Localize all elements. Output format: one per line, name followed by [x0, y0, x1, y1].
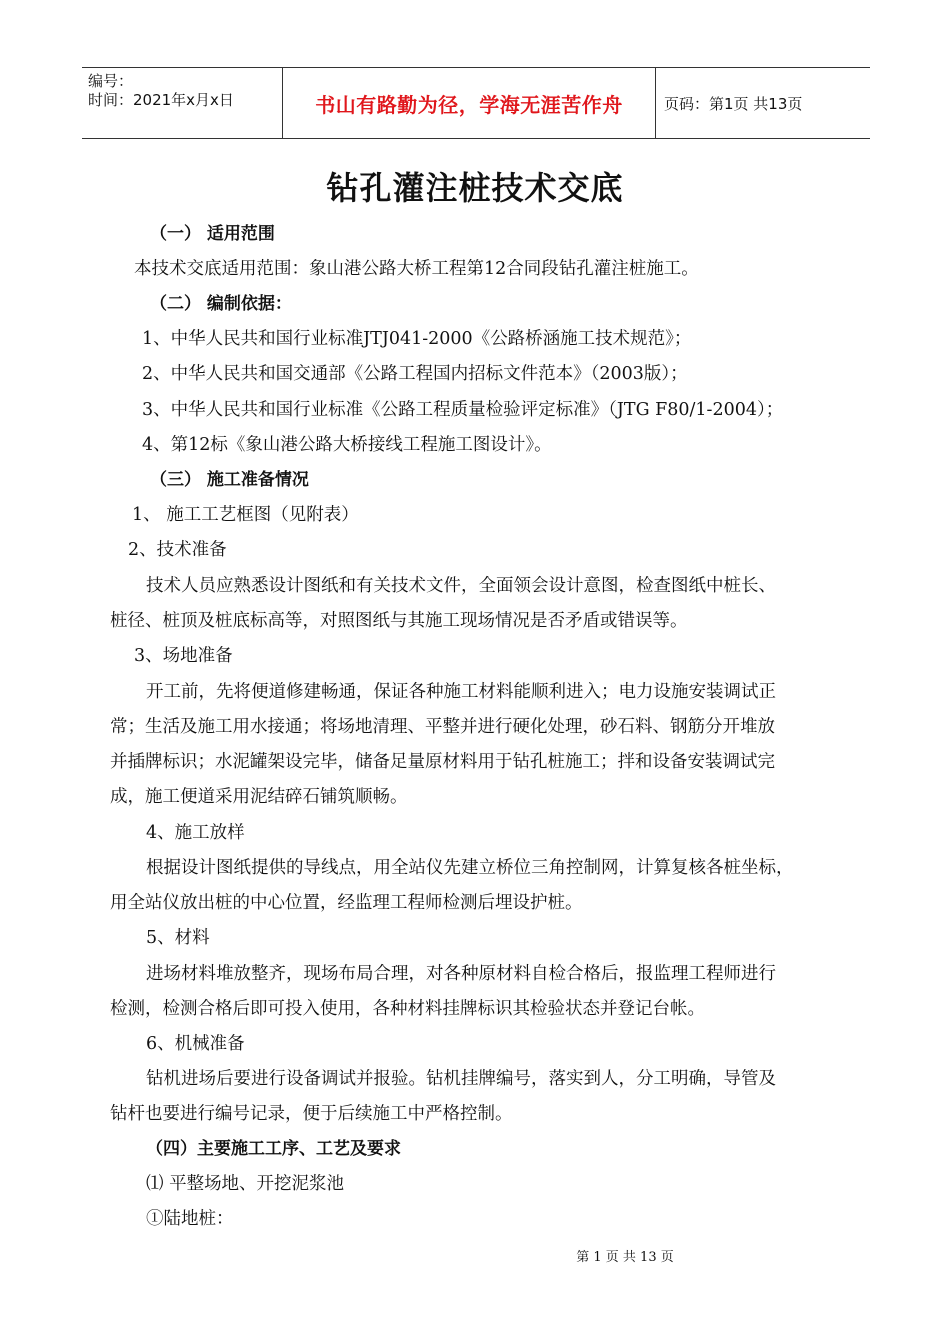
number-label: 编号：: [88, 72, 134, 90]
time-label: 时间：2021年x月x日: [88, 91, 234, 109]
body-line: 开工前，先将便道修建畅通，保证各种施工材料能顺利进入；电力设施安装调试正: [146, 682, 776, 702]
subheading: 3、场地准备: [134, 646, 233, 666]
subheading: ①陆地桩：: [146, 1209, 234, 1229]
body-line: 检测，检测合格后即可投入使用，各种材料挂牌标识其检验状态并登记台帐。: [110, 999, 705, 1019]
body-line: 并插牌标识；水泥罐架设完毕，储备足量原材料用于钻孔桩施工；拌和设备安装调试完: [110, 752, 775, 772]
header-meta: [82, 68, 282, 138]
body-line: 进场材料堆放整齐，现场布局合理，对各种原材料自检合格后，报监理工程师进行: [146, 964, 776, 984]
subheading: 4、施工放样: [146, 823, 245, 843]
body-line: 钻机进场后要进行设备调试并报验。钻机挂牌编号，落实到人，分工明确，导管及: [146, 1069, 776, 1089]
body-line: 用全站仪放出桩的中心位置，经监理工程师检测后埋设护桩。: [110, 893, 583, 913]
list-item: 3、中华人民共和国行业标准《公路工程质量检验评定标准》（JTG F80/1-2004）；: [142, 400, 784, 420]
subheading: ⑴ 平整场地、开挖泥浆池: [146, 1174, 345, 1194]
subheading: 1、 施工工艺框图（见附表）: [132, 505, 359, 525]
body-line: 根据设计图纸提供的导线点，用全站仪先建立桥位三角控制网，计算复核各桩坐标，: [146, 858, 794, 878]
body-line: 技术人员应熟悉设计图纸和有关技术文件，全面领会设计意图，检查图纸中桩长、: [146, 576, 776, 596]
section-heading-2: （二） 编制依据：: [150, 294, 292, 314]
list-item: 4、第12标《象山港公路大桥接线工程施工图设计》。: [142, 435, 552, 455]
section-heading-1: （一） 适用范围: [150, 224, 275, 244]
body-line: 桩径、桩顶及桩底标高等，对照图纸与其施工现场情况是否矛盾或错误等。: [110, 611, 688, 631]
section-heading-4: （四）主要施工工序、工艺及要求: [146, 1139, 401, 1159]
body-line: 钻杆也要进行编号记录，便于后续施工中严格控制。: [110, 1104, 513, 1124]
header-page-info: 页码：第1页 共13页: [664, 94, 803, 113]
body-line: 常；生活及施工用水接通；将场地清理、平整并进行硬化处理，砂石料、钢筋分开堆放: [110, 717, 775, 737]
list-item: 2、中华人民共和国交通部《公路工程国内招标文件范本》（2003版）；: [142, 364, 688, 384]
subheading: 5、材料: [146, 928, 210, 948]
page-header: [82, 67, 870, 139]
body-line: 本技术交底适用范围：象山港公路大桥工程第12合同段钻孔灌注桩施工。: [134, 259, 699, 279]
header-motto: 书山有路勤为径，学海无涯苦作舟: [282, 68, 656, 138]
subheading: 2、技术准备: [128, 540, 227, 560]
section-heading-3: （三） 施工准备情况: [150, 470, 309, 490]
page-footer: 第 1 页 共 13 页: [576, 1250, 674, 1265]
subheading: 6、机械准备: [146, 1034, 245, 1054]
document-title: 钻孔灌注桩技术交底: [326, 169, 624, 207]
list-item: 1、中华人民共和国行业标准JTJ041-2000《公路桥涵施工技术规范》；: [142, 329, 692, 349]
body-line: 成，施工便道采用泥结碎石铺筑顺畅。: [110, 787, 408, 807]
